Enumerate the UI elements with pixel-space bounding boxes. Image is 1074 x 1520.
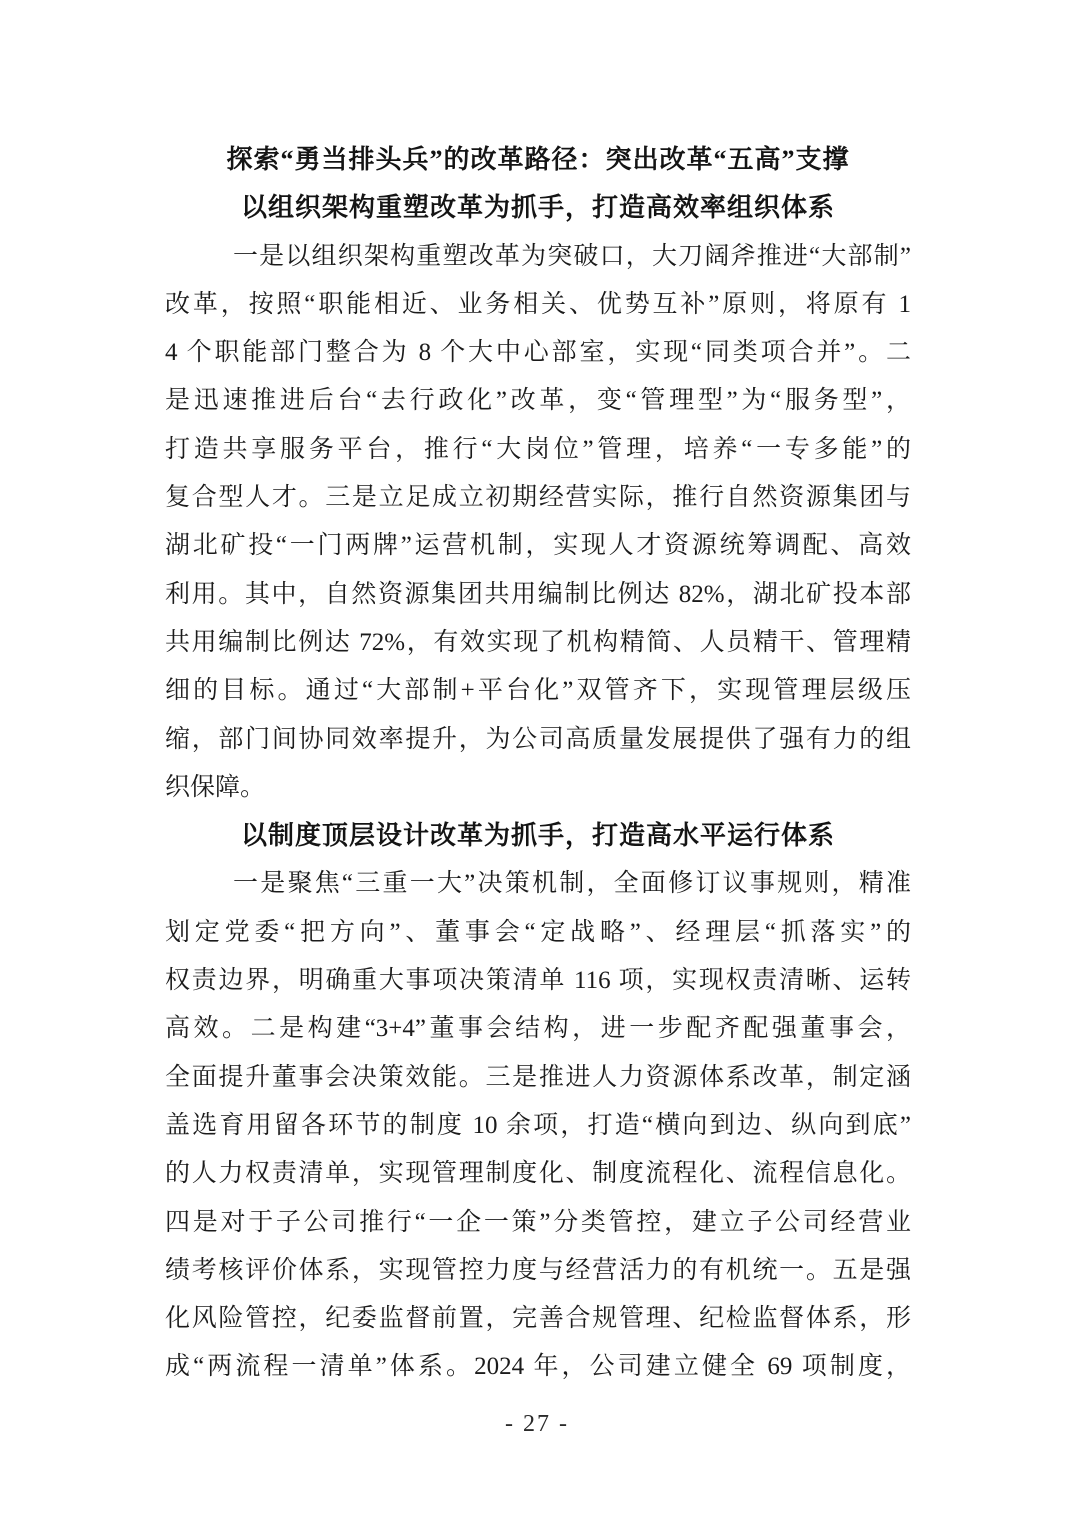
text-line: 缩，部门间协同效率提升，为公司高质量发展提供了强有力的组 bbox=[165, 725, 911, 753]
text-line: 权责边界，明确重大事项决策清单 116 项，实现权责清晰、运转 bbox=[165, 967, 911, 995]
paragraph-2 bbox=[165, 860, 911, 1391]
text-line: 共用编制比例达 72%，有效实现了机构精简、人员精干、管理精 bbox=[165, 628, 911, 656]
text-line: 复合型人才。三是立足成立初期经营实际，推行自然资源集团与 bbox=[165, 484, 911, 512]
text-line: 是迅速推进后台“去行政化”改革，变“管理型”为“服务型”， bbox=[165, 387, 911, 415]
text-line: 高效。二是构建“3+4”董事会结构，进一步配齐配强董事会， bbox=[165, 1015, 911, 1043]
text-line: 织保障。 bbox=[165, 773, 266, 801]
text-line: 一是聚焦“三重一大”决策机制，全面修订议事规则，精准 bbox=[233, 870, 911, 898]
text-line: 一是以组织架构重塑改革为突破口，大刀阔斧推进“大部制” bbox=[233, 242, 911, 270]
text-line: 成“两流程一清单”体系。2024 年，公司建立健全 69 项制度， bbox=[165, 1353, 911, 1381]
text-line: 细的目标。通过“大部制+平台化”双管齐下，实现管理层级压 bbox=[165, 677, 911, 705]
paragraph-1 bbox=[165, 233, 911, 813]
text-line: 划定党委“把方向”、董事会“定战略”、经理层“抓落实”的 bbox=[165, 918, 911, 946]
text-line: 利用。其中，自然资源集团共用编制比例达 82%，湖北矿投本部 bbox=[165, 580, 911, 608]
section-subtitle-1: 以组织架构重塑改革为抓手，打造高效率组织体系 bbox=[240, 193, 835, 223]
text-line: 全面提升董事会决策效能。三是推进人力资源体系改革，制定涵 bbox=[165, 1063, 911, 1091]
document-body bbox=[165, 136, 911, 1392]
document-title: 探索“勇当排头兵”的改革路径：突出改革“五高”支撑 bbox=[226, 145, 850, 174]
text-line: 的人力权责清单，实现管理制度化、制度流程化、流程信息化。 bbox=[165, 1160, 911, 1188]
text-line: 四是对于子公司推行“一企一策”分类管控，建立子公司经营业 bbox=[165, 1208, 911, 1236]
text-line: 打造共享服务平台，推行“大岗位”管理，培养“一专多能”的 bbox=[165, 435, 911, 463]
text-line: 盖选育用留各环节的制度 10 余项，打造“横向到边、纵向到底” bbox=[165, 1111, 911, 1139]
text-line: 4 个职能部门整合为 8 个大中心部室，实现“同类项合并”。二 bbox=[165, 339, 911, 367]
text-line: 化风险管控，纪委监督前置，完善合规管理、纪检监督体系，形 bbox=[165, 1305, 911, 1333]
page-number: - 27 - bbox=[505, 1411, 569, 1437]
text-line: 改革，按照“职能相近、业务相关、优势互补”原则，将原有 1 bbox=[165, 290, 911, 318]
text-line: 湖北矿投“一门两牌”运营机制，实现人才资源统筹调配、高效 bbox=[165, 532, 911, 560]
page-footer bbox=[0, 1400, 1074, 1448]
section-subtitle-2: 以制度顶层设计改革为抓手，打造高水平运行体系 bbox=[240, 821, 835, 851]
text-line: 绩考核评价体系，实现管控力度与经营活力的有机统一。五是强 bbox=[165, 1256, 911, 1284]
